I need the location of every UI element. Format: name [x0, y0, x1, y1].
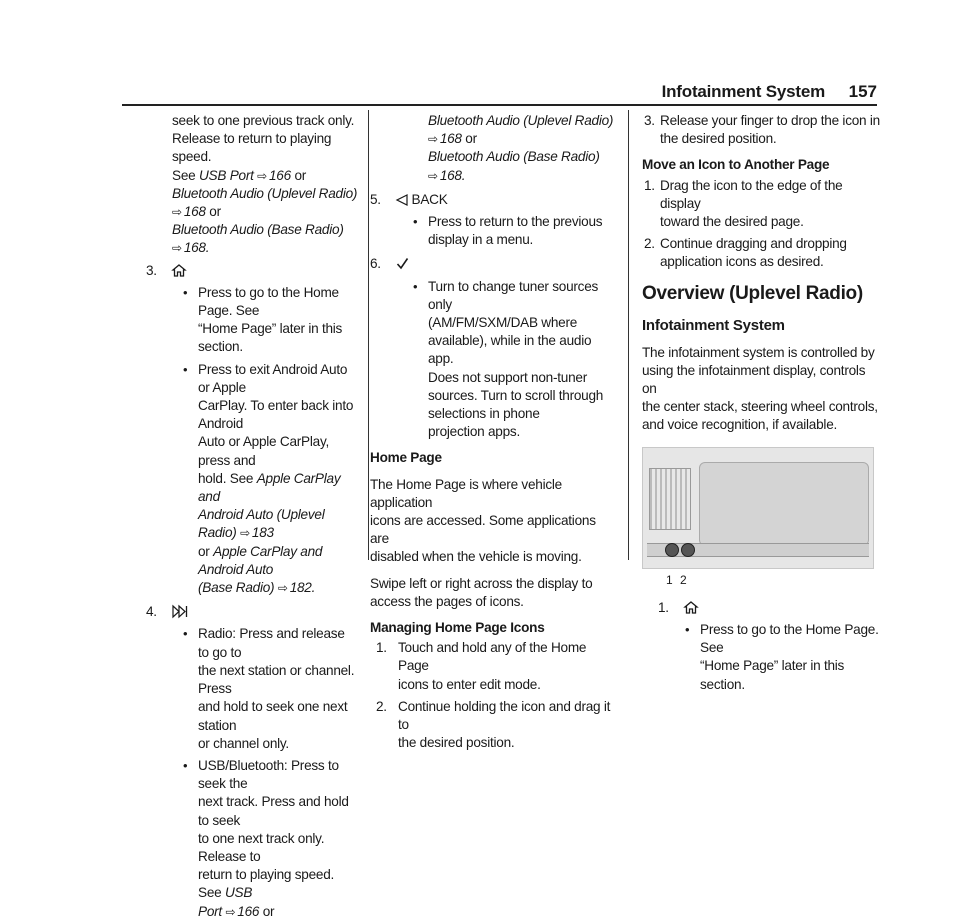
seek-next-icon	[172, 605, 188, 618]
bullet-radio: • Radio: Press and release to go to the next station or channel. Press and hold to seek one next station or channel only.	[172, 625, 358, 752]
column-2	[370, 112, 615, 753]
step-2: 2. Continue holding the icon and drag it to the desired position.	[376, 698, 611, 751]
column-divider-2	[628, 110, 629, 560]
header-rule	[122, 104, 877, 106]
para-home-page: The Home Page is where vehicle application icons are accessed. Some applications are disabled when the vehicle is moving.	[370, 476, 596, 565]
move-step-1: 1. Drag the icon to the edge of the display toward the desired page.	[644, 177, 843, 230]
link-usb-port-2[interactable]: USB	[224, 885, 253, 901]
link-bt-uplevel[interactable]: Bluetooth Audio (Uplevel Radio)	[172, 185, 358, 201]
page-ref-arrow-icon: ⇨	[428, 132, 438, 147]
move-step-2: 2. Continue dragging and dropping application icons as desired.	[644, 236, 847, 270]
home-icon	[172, 264, 186, 277]
link-bt-uplevel-2[interactable]: Bluetooth Audio (Uplevel Radio)	[428, 113, 614, 128]
heading-infotainment: Infotainment System	[642, 316, 785, 334]
home-button	[665, 543, 679, 557]
para-infotainment: The infotainment system is controlled by using the infotainment display, controls on the center stack, steering wheel controls, and voice recognition, if available.	[642, 344, 878, 433]
air-vent	[649, 468, 691, 530]
link-bt-base-2[interactable]: Bluetooth Audio (Base Radio)	[428, 149, 600, 165]
bullet-exit-carplay: • Press to exit Android Auto or Apple CarPlay. To enter back into Android Auto or Apple CarPlay, press and hold. See Apple CarPlay and Android Auto (Uplevel Radio) ⇨ 183 or Apple CarPlay and Android Auto (Base Radio) ⇨ 182.	[172, 361, 358, 598]
page-number: 157	[848, 82, 877, 101]
link-carplay-uplevel[interactable]: Apple CarPlay and	[198, 470, 341, 505]
para-swipe: Swipe left or right across the display to access the pages of icons.	[370, 575, 593, 609]
heading-overview: Overview (Uplevel Radio)	[642, 282, 863, 304]
section-title: Infotainment System	[661, 82, 825, 101]
continued-refs: Bluetooth Audio (Uplevel Radio) ⇨ 168 or Bluetooth Audio (Base Radio) ⇨ 168.	[428, 113, 614, 183]
heading-move-icon: Move an Icon to Another Page	[642, 157, 830, 173]
column-divider-1	[368, 110, 369, 560]
infotainment-figure	[642, 447, 874, 569]
list-item-4: 4.	[146, 603, 358, 621]
heading-home-page: Home Page	[370, 450, 442, 466]
list-item-3: 3.	[146, 262, 358, 280]
heading-managing-icons: Managing Home Page Icons	[370, 620, 545, 636]
column-1	[146, 112, 358, 921]
page-ref-arrow-icon: ⇨	[225, 904, 236, 919]
page-ref-arrow-icon: ⇨	[172, 241, 182, 256]
list-item-6: 6.	[370, 255, 615, 273]
home-icon	[684, 601, 698, 614]
link-carplay-base[interactable]: Apple CarPlay and Android Auto	[198, 543, 323, 577]
link-bt-base[interactable]: Bluetooth Audio (Base Radio)	[172, 222, 344, 238]
continued-text: seek to one previous track only. Release to return to playing speed. See USB Port ⇨ 166 or Bluetooth Audio (Uplevel Radio) ⇨ 168 or Bluetooth Audio (Base Radio) ⇨ 168.	[172, 113, 358, 256]
bullet-back: • Press to return to the previous display in a menu.	[402, 213, 615, 249]
page-ref-arrow-icon: ⇨	[240, 526, 250, 541]
page-ref-arrow-icon: ⇨	[257, 168, 267, 183]
callout-item-1: 1.	[658, 599, 882, 617]
link-usb-port[interactable]: USB Port	[198, 167, 254, 183]
page-ref-arrow-icon: ⇨	[277, 581, 288, 596]
bullet-tuner: • Turn to change tuner sources only (AM/FM/SXM/DAB where available), while in the audio app. Does not support non-tuner sources. Turn to scroll through selections in phone projection apps.	[402, 278, 615, 442]
page-ref-arrow-icon: ⇨	[172, 205, 182, 220]
column-3	[642, 112, 882, 694]
step-1: 1. Touch and hold any of the Home Page icons to enter edit mode.	[376, 640, 587, 692]
power-knob	[681, 543, 695, 557]
check-icon	[396, 257, 409, 270]
bullet-home: • Press to go to the Home Page. See “Home Page” later in this section.	[172, 284, 358, 357]
page-header	[122, 80, 877, 106]
page-ref-arrow-icon: ⇨	[428, 168, 438, 183]
bullet-home-2: • Press to go to the Home Page. See “Home Page” later in this section.	[674, 621, 882, 694]
infotainment-display	[699, 462, 869, 546]
bullet-usb-bt: • USB/Bluetooth: Press to seek the next track. Press and hold to seek to one next track only. Release to return to playing speed. See USB Port ⇨ 166 or	[172, 757, 358, 921]
figure-callouts: 1 2	[666, 572, 689, 587]
back-triangle-icon	[396, 194, 408, 206]
step-3: 3. Release your finger to drop the icon in the desired position.	[644, 113, 880, 147]
list-item-5: 5. BACK	[370, 191, 448, 207]
